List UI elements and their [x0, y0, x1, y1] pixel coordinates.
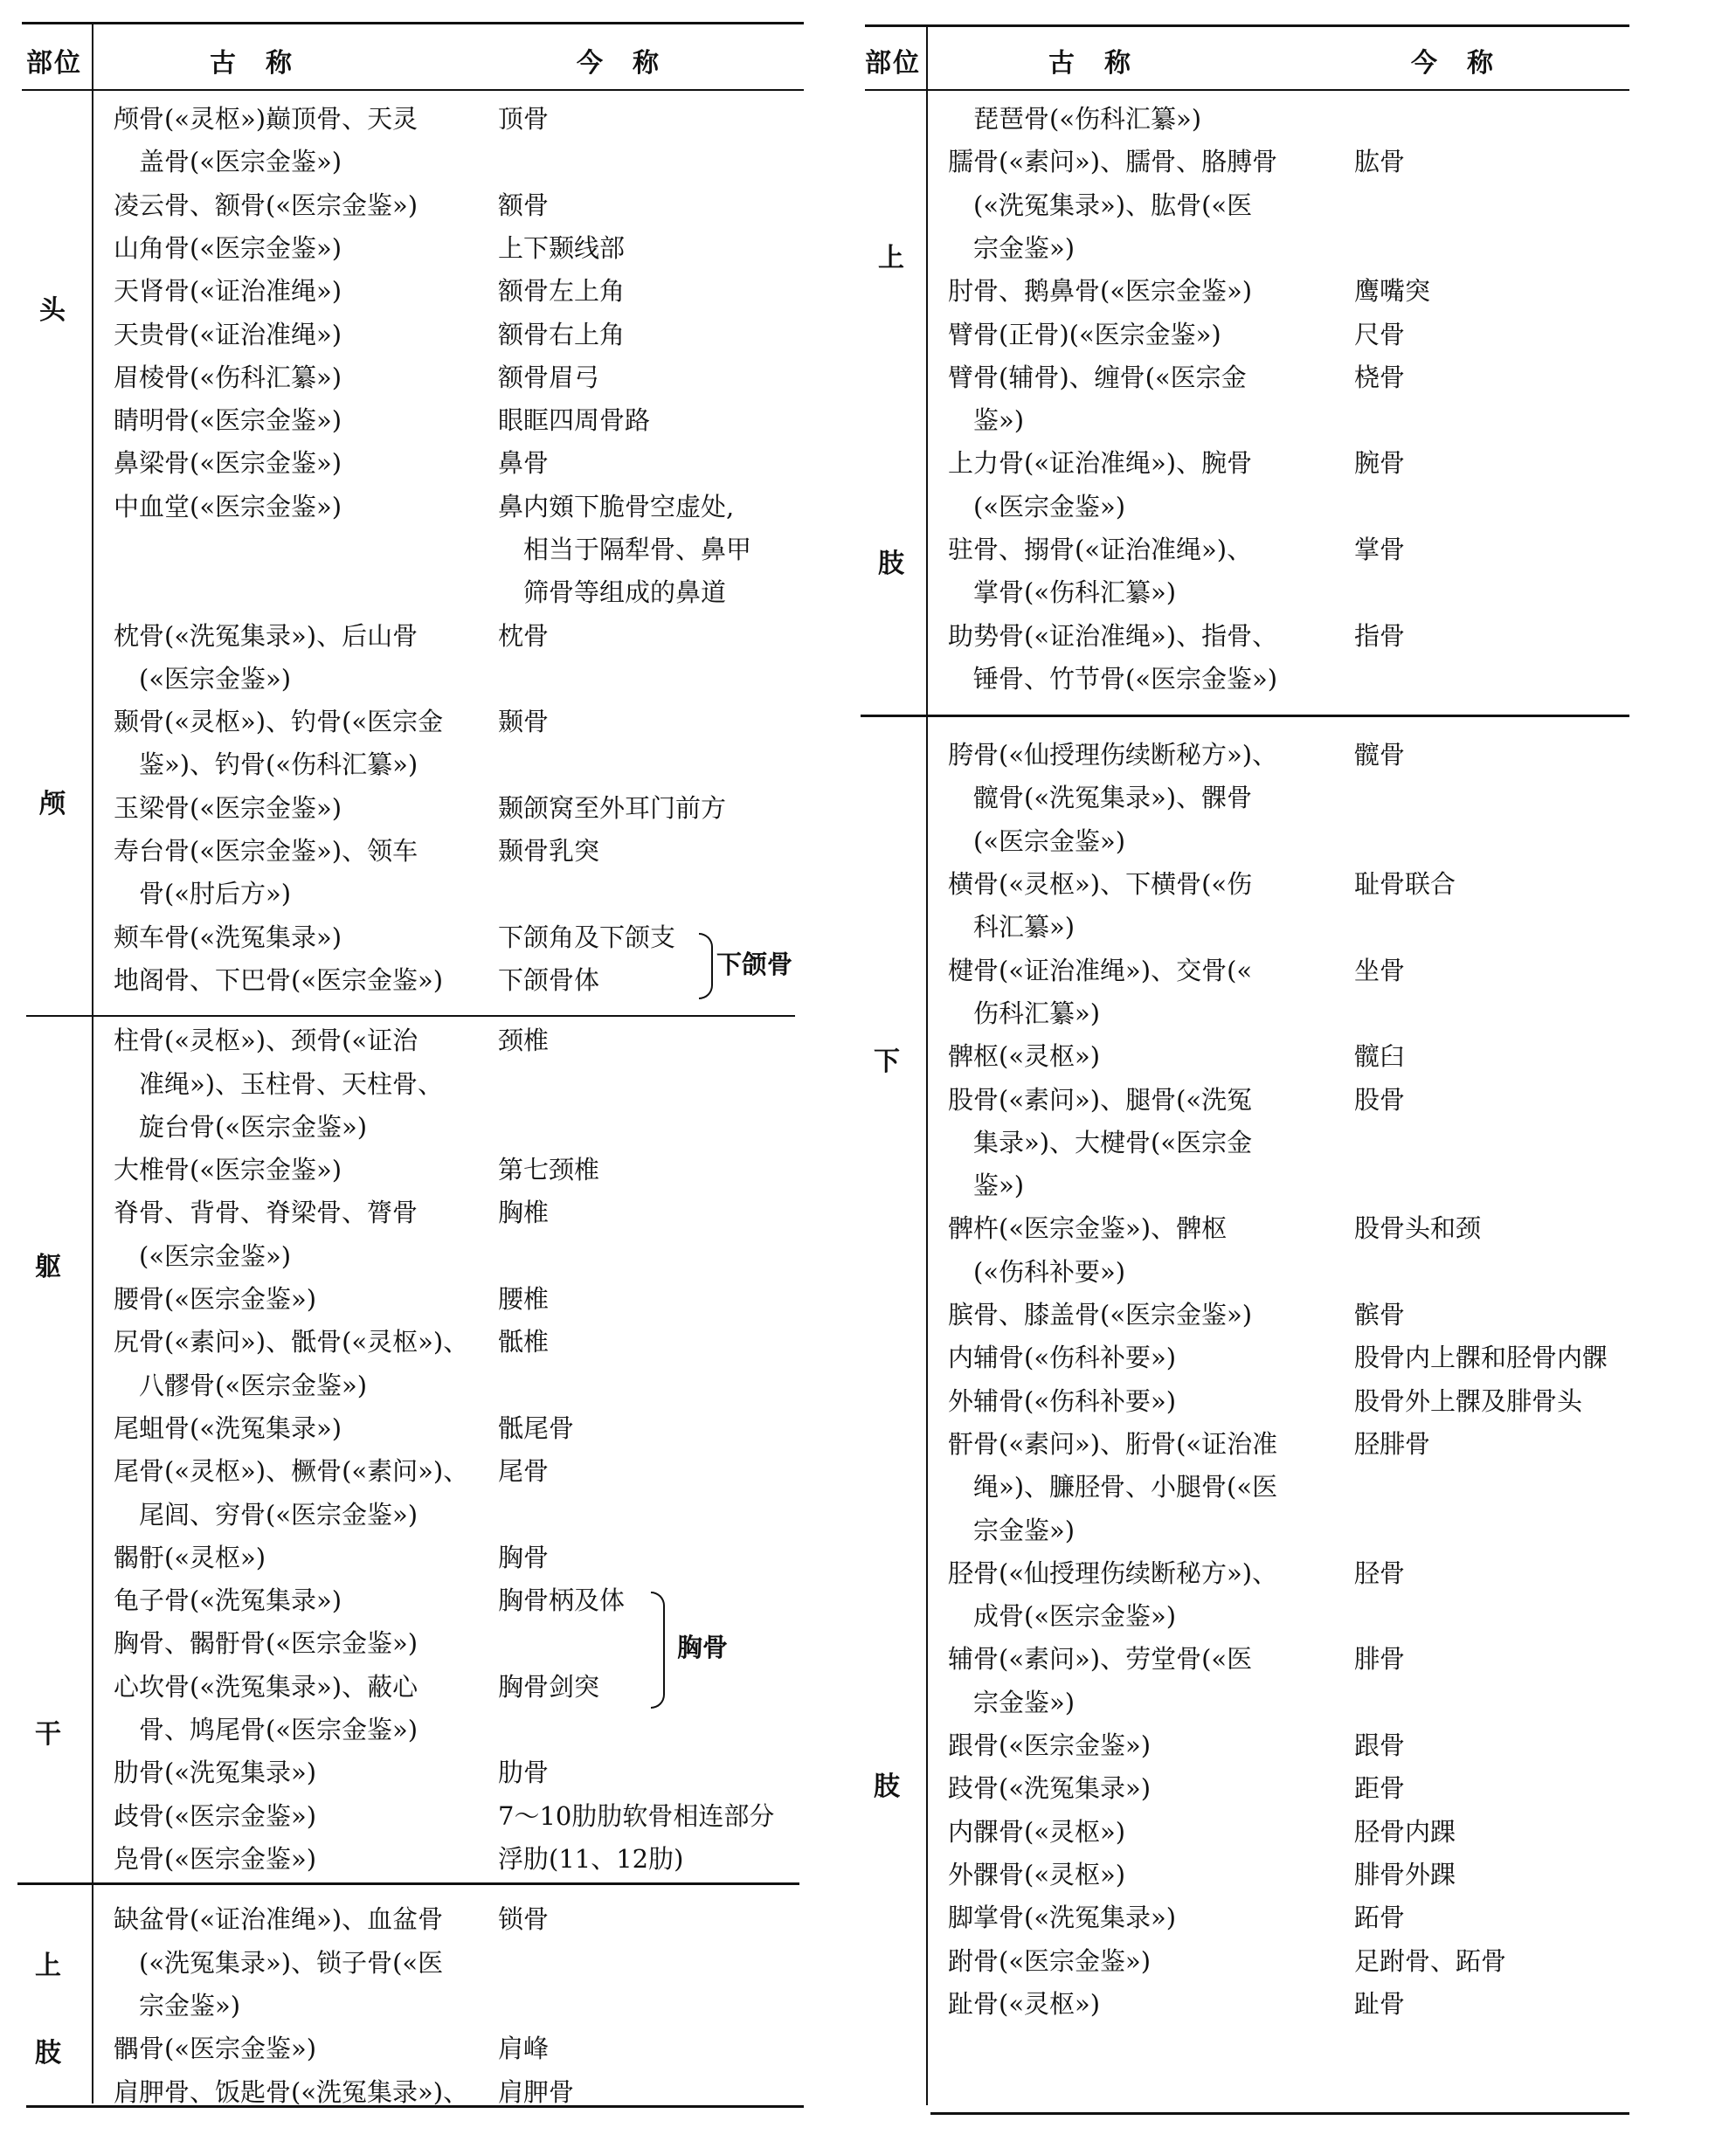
ancient-name-cell: 尾骨(«灵枢»)、橛骨(«素问»)、	[114, 1456, 469, 1486]
ancient-name-cell: 膑骨、膝盖骨(«医宗金鉴»)	[948, 1300, 1253, 1330]
ancient-name-cell: 尻骨(«素问»)、骶骨(«灵枢»)、	[114, 1327, 469, 1357]
brace-label-sternum: 胸骨	[677, 1633, 729, 1662]
ancient-name-cell: 髀枢(«灵枢»)	[948, 1041, 1101, 1071]
ancient-name-cell: 尾闾、穷骨(«医宗金鉴»)	[114, 1500, 418, 1530]
modern-name-cell: 锁骨	[498, 1904, 550, 1934]
brace-sternum	[651, 1592, 665, 1709]
ancient-name-cell: 琵琶骨(«伤科汇纂»)	[948, 104, 1202, 134]
ancient-name-cell: 颞骨(«灵枢»)、钓骨(«医宗金	[114, 707, 444, 736]
ancient-name-cell: 骭骨(«素问»)、胻骨(«证治准	[948, 1429, 1278, 1459]
ancient-name-cell: 𩩲骬(«灵枢»)	[114, 1543, 266, 1572]
header-rule	[865, 89, 1629, 91]
ancient-name-cell: 胯骨(«仙授理伤续断秘方»)、	[948, 740, 1278, 770]
ancient-name-cell: 内髁骨(«灵枢»)	[948, 1817, 1126, 1847]
ancient-name-cell: 臂骨(辅骨)、缠骨(«医宗金	[948, 363, 1247, 392]
ancient-name-cell: («医宗金鉴»)	[114, 1241, 292, 1271]
modern-name-cell: 桡骨	[1354, 363, 1406, 392]
ancient-name-cell: 尾蛆骨(«洗冤集录»)	[114, 1413, 342, 1443]
modern-name-cell: 腓骨外踝	[1354, 1860, 1456, 1889]
ancient-name-cell: 鉴»)	[948, 1171, 1025, 1200]
ancient-name-cell: 驻骨、搦骨(«证治准绳»)、	[948, 535, 1253, 564]
ancient-name-cell: 中血堂(«医宗金鉴»)	[114, 492, 342, 521]
ancient-name-cell: 宗金鉴»)	[948, 233, 1075, 263]
ancient-name-cell: 骨(«肘后方»)	[114, 879, 292, 908]
ancient-name-cell: 伤科汇纂»)	[948, 998, 1101, 1028]
modern-name-cell: 耻骨联合	[1354, 869, 1456, 899]
part-label-upper: 上	[878, 243, 904, 273]
ancient-name-cell: 臂骨(正骨)(«医宗金鉴»)	[948, 320, 1221, 349]
ancient-name-cell: 大椎骨(«医宗金鉴»)	[114, 1155, 342, 1185]
modern-name-cell: 股骨内上髁和胫骨内髁	[1354, 1343, 1608, 1372]
modern-name-cell: 髌骨	[1354, 1300, 1406, 1330]
ancient-name-cell: 旋台骨(«医宗金鉴»)	[114, 1112, 368, 1142]
modern-name-cell: 肱骨	[1354, 147, 1406, 176]
section-rule-lower	[861, 715, 1629, 717]
ancient-name-cell: 助势骨(«证治准绳»)、指骨、	[948, 621, 1278, 651]
modern-name-cell: 颈椎	[498, 1026, 550, 1055]
ancient-name-cell: 胸骨、𩩲骬骨(«医宗金鉴»)	[114, 1628, 418, 1658]
ancient-name-cell: («洗冤集录»)、肱骨(«医	[948, 190, 1253, 220]
ancient-name-cell: 心坎骨(«洗冤集录»)、蔽心	[114, 1672, 418, 1702]
ancient-name-cell: 肋骨(«洗冤集录»)	[114, 1758, 317, 1787]
part-label-trunk: 躯	[35, 1252, 61, 1282]
section-rule-trunk	[26, 1015, 795, 1017]
modern-name-cell: 尺骨	[1354, 320, 1406, 349]
ancient-name-cell: 龟子骨(«洗冤集录»)	[114, 1585, 342, 1615]
ancient-name-cell: 脊骨、背骨、脊梁骨、膂骨	[114, 1198, 418, 1227]
ancient-name-cell: 集录»)、大楗骨(«医宗金	[948, 1128, 1253, 1157]
modern-name-cell: 股骨外上髁及腓骨头	[1354, 1386, 1583, 1416]
modern-name-cell: 腕骨	[1354, 448, 1406, 478]
header-part: 部位	[865, 48, 921, 79]
right-table	[861, 0, 1726, 2155]
ancient-name-cell: («伤科补要»)	[948, 1257, 1126, 1287]
ancient-name-cell: 横骨(«灵枢»)、下横骨(«伤	[948, 869, 1253, 899]
modern-name-cell: 骶尾骨	[498, 1413, 575, 1443]
ancient-name-cell: 宗金鉴»)	[114, 1991, 241, 2020]
ancient-name-cell: 楗骨(«证治准绳»)、交骨(«	[948, 956, 1253, 985]
modern-name-cell: 掌骨	[1354, 535, 1406, 564]
ancient-name-cell: 八髎骨(«医宗金鉴»)	[114, 1371, 368, 1400]
modern-name-cell: 胫骨内踝	[1354, 1817, 1456, 1847]
ancient-name-cell: 髀杵(«医宗金鉴»)、髀枢	[948, 1213, 1228, 1243]
ancient-name-cell: 睛明骨(«医宗金鉴»)	[114, 405, 342, 435]
modern-name-cell: 下颌骨体	[498, 965, 600, 995]
modern-name-cell: 肋骨	[498, 1758, 550, 1787]
modern-name-cell: 尾骨	[498, 1456, 550, 1486]
modern-name-cell: 骶椎	[498, 1327, 550, 1357]
ancient-name-cell: 外髁骨(«灵枢»)	[948, 1860, 1126, 1889]
ancient-name-cell: 股骨(«素问»)、腿骨(«洗冤	[948, 1085, 1253, 1115]
ancient-name-cell: 肘骨、鹅鼻骨(«医宗金鉴»)	[948, 276, 1253, 306]
ancient-name-cell: 肩胛骨、饭匙骨(«洗冤集录»)、	[114, 2077, 469, 2107]
ancient-name-cell: 寿台骨(«医宗金鉴»)、领车	[114, 836, 418, 866]
modern-name-cell: 胸椎	[498, 1198, 550, 1227]
ancient-name-cell: 枕骨(«洗冤集录»)、后山骨	[114, 621, 418, 651]
ancient-name-cell: 缺盆骨(«证治准绳»)、血盆骨	[114, 1904, 444, 1934]
modern-name-cell: 肩峰	[498, 2034, 550, 2063]
ancient-name-cell: 眉棱骨(«伤科汇纂»)	[114, 363, 342, 392]
ancient-name-cell: 歧骨(«医宗金鉴»)	[114, 1801, 317, 1831]
ancient-name-cell: 宗金鉴»)	[948, 1688, 1075, 1717]
modern-name-cell: 7～10肋肋软骨相连部分	[498, 1801, 775, 1831]
modern-name-cell: 髋骨	[1354, 740, 1406, 770]
modern-name-cell: 筛骨等组成的鼻道	[498, 577, 727, 607]
modern-name-cell: 额骨眉弓	[498, 363, 600, 392]
modern-name-cell: 股骨头和颈	[1354, 1213, 1482, 1243]
ancient-name-cell: 颊车骨(«洗冤集录»)	[114, 922, 342, 952]
modern-name-cell: 鼻内頞下脆骨空虚处,	[498, 492, 735, 521]
modern-name-cell: 腰椎	[498, 1284, 550, 1314]
ancient-name-cell: 辅骨(«素问»)、劳堂骨(«医	[948, 1644, 1253, 1674]
header-modern: 今 称	[1411, 48, 1495, 79]
header-part: 部位	[26, 48, 82, 79]
ancient-name-cell: 跟骨(«医宗金鉴»)	[948, 1730, 1152, 1760]
ancient-name-cell: 跂骨(«洗冤集录»)	[948, 1773, 1152, 1803]
part-divider	[926, 26, 928, 2105]
part-label-limb: 肢	[878, 549, 904, 579]
ancient-name-cell: 宗金鉴»)	[948, 1516, 1075, 1545]
modern-name-cell: 第七颈椎	[498, 1155, 600, 1185]
ancient-name-cell: 骨、鸠尾骨(«医宗金鉴»)	[114, 1715, 418, 1744]
ancient-name-cell: 跗骨(«医宗金鉴»)	[948, 1946, 1152, 1976]
brace-mandible	[699, 933, 713, 999]
modern-name-cell: 颞骨	[498, 707, 550, 736]
ancient-name-cell: 鉴»)、钓骨(«伤科汇纂»)	[114, 749, 418, 779]
ancient-name-cell: 外辅骨(«伤科补要»)	[948, 1386, 1177, 1416]
modern-name-cell: 鹰嘴突	[1354, 276, 1431, 306]
modern-name-cell: 枕骨	[498, 621, 550, 651]
part-label-limb2: 肢	[874, 1772, 900, 1802]
ancient-name-cell: 成骨(«医宗金鉴»)	[948, 1601, 1177, 1631]
top-rule	[22, 22, 804, 24]
part-label-limb: 肢	[35, 2038, 61, 2069]
header-rule	[22, 89, 804, 91]
ancient-name-cell: 绳»)、臁胫骨、小腿骨(«医	[948, 1472, 1278, 1502]
modern-name-cell: 腓骨	[1354, 1644, 1406, 1674]
modern-name-cell: 距骨	[1354, 1773, 1406, 1803]
modern-name-cell: 颞颌窝至外耳门前方	[498, 793, 727, 823]
modern-name-cell: 坐骨	[1354, 956, 1406, 985]
ancient-name-cell: 地阁骨、下巴骨(«医宗金鉴»)	[114, 965, 444, 995]
ancient-name-cell: 凌云骨、额骨(«医宗金鉴»)	[114, 190, 418, 220]
ancient-name-cell: 山角骨(«医宗金鉴»)	[114, 233, 342, 263]
modern-name-cell: 髋臼	[1354, 1041, 1406, 1071]
modern-name-cell: 额骨	[498, 190, 550, 220]
top-rule	[865, 24, 1629, 27]
ancient-name-cell: 玉梁骨(«医宗金鉴»)	[114, 793, 342, 823]
section-rule-upper	[17, 1882, 799, 1885]
modern-name-cell: 胸骨	[498, 1543, 550, 1572]
header-ancient: 古 称	[1048, 48, 1132, 79]
modern-name-cell: 颞骨乳突	[498, 836, 600, 866]
ancient-name-cell: 锤骨、竹节骨(«医宗金鉴»)	[948, 664, 1278, 694]
ancient-name-cell: («医宗金鉴»)	[948, 826, 1126, 856]
brace-label-mandible: 下颌骨	[716, 950, 793, 979]
ancient-name-cell: 盖骨(«医宗金鉴»)	[114, 147, 342, 176]
part-label-head: 头	[39, 295, 66, 326]
ancient-name-cell: («医宗金鉴»)	[948, 492, 1126, 521]
modern-name-cell: 跖骨	[1354, 1903, 1406, 1932]
part-label-trunk2: 干	[35, 1719, 61, 1750]
ancient-name-cell: 鼻梁骨(«医宗金鉴»)	[114, 448, 342, 478]
ancient-name-cell: 颅骨(«灵枢»)巅顶骨、天灵	[114, 104, 418, 134]
bottom-rule	[930, 2112, 1629, 2115]
modern-name-cell: 指骨	[1354, 621, 1406, 651]
ancient-name-cell: 内辅骨(«伤科补要»)	[948, 1343, 1177, 1372]
part-label-upper: 上	[35, 1951, 61, 1981]
ancient-name-cell: 天肾骨(«证治准绳»)	[114, 276, 342, 306]
ancient-name-cell: 髃骨(«医宗金鉴»)	[114, 2034, 317, 2063]
part-label-cranium: 颅	[39, 789, 66, 819]
modern-name-cell: 顶骨	[498, 104, 550, 134]
modern-name-cell: 浮肋(11、12肋)	[498, 1844, 684, 1874]
modern-name-cell: 上下颞线部	[498, 233, 626, 263]
modern-name-cell: 肩胛骨	[498, 2077, 575, 2107]
modern-name-cell: 胸骨剑突	[498, 1672, 600, 1702]
modern-name-cell: 足跗骨、跖骨	[1354, 1946, 1507, 1976]
modern-name-cell: 额骨右上角	[498, 320, 626, 349]
ancient-name-cell: 脚掌骨(«洗冤集录»)	[948, 1903, 1177, 1932]
ancient-name-cell: 凫骨(«医宗金鉴»)	[114, 1844, 317, 1874]
left-table	[0, 0, 808, 2155]
modern-name-cell: 下颌角及下颌支	[498, 922, 676, 952]
ancient-name-cell: («医宗金鉴»)	[114, 664, 292, 694]
header-ancient: 古 称	[210, 48, 294, 79]
modern-name-cell: 股骨	[1354, 1085, 1406, 1115]
ancient-name-cell: 准绳»)、玉柱骨、天柱骨、	[114, 1069, 444, 1099]
modern-name-cell: 鼻骨	[498, 448, 550, 478]
modern-name-cell: 眼眶四周骨路	[498, 405, 651, 435]
ancient-name-cell: 科汇纂»)	[948, 912, 1075, 942]
modern-name-cell: 趾骨	[1354, 1989, 1406, 2019]
ancient-name-cell: 髋骨(«洗冤集录»)、髁骨	[948, 783, 1253, 812]
modern-name-cell: 额骨左上角	[498, 276, 626, 306]
header-modern: 今 称	[577, 48, 661, 79]
ancient-name-cell: 胫骨(«仙授理伤续断秘方»)、	[948, 1558, 1278, 1588]
ancient-name-cell: 趾骨(«灵枢»)	[948, 1989, 1101, 2019]
modern-name-cell: 胫骨	[1354, 1558, 1406, 1588]
ancient-name-cell: 天贵骨(«证治准绳»)	[114, 320, 342, 349]
modern-name-cell: 胸骨柄及体	[498, 1585, 626, 1615]
ancient-name-cell: («洗冤集录»)、锁子骨(«医	[114, 1948, 444, 1978]
ancient-name-cell: 腰骨(«医宗金鉴»)	[114, 1284, 317, 1314]
ancient-name-cell: 臑骨(«素问»)、臑骨、胳膊骨	[948, 147, 1278, 176]
part-label-lower: 下	[874, 1046, 900, 1077]
ancient-name-cell: 柱骨(«灵枢»)、颈骨(«证治	[114, 1026, 418, 1055]
ancient-name-cell: 掌骨(«伤科汇纂»)	[948, 577, 1177, 607]
modern-name-cell: 相当于隔犁骨、鼻甲	[498, 535, 752, 564]
modern-name-cell: 胫腓骨	[1354, 1429, 1431, 1459]
modern-name-cell: 跟骨	[1354, 1730, 1406, 1760]
part-divider	[92, 24, 93, 2103]
ancient-name-cell: 鉴»)	[948, 405, 1025, 435]
ancient-name-cell: 上力骨(«证治准绳»)、腕骨	[948, 448, 1253, 478]
